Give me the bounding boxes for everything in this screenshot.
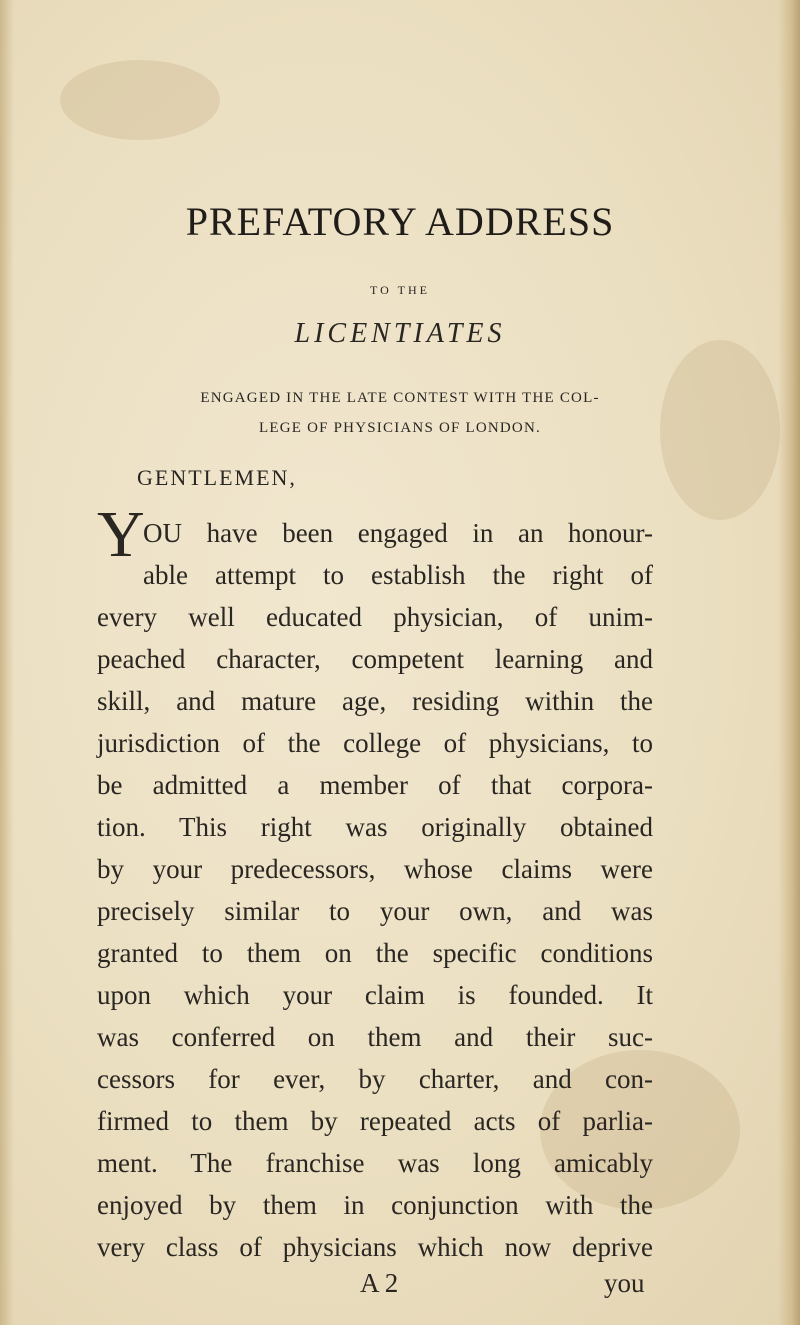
body-line: skill, and mature age, residing within the bbox=[97, 686, 653, 716]
body-line: tion. This right was originally obtained bbox=[97, 812, 653, 842]
signature-mark: A 2 bbox=[360, 1268, 399, 1298]
subtitle-line: LEGE OF PHYSICIANS OF LONDON. bbox=[259, 420, 541, 436]
catchword: you bbox=[604, 1268, 645, 1298]
body-line: OU have been engaged in an honour- bbox=[143, 518, 653, 548]
body-line: upon which your claim is founded. It bbox=[97, 980, 653, 1010]
subtitle bbox=[150, 383, 650, 443]
subtitle-line: ENGAGED IN THE LATE CONTEST WITH THE COL- bbox=[200, 390, 600, 406]
body-line: very class of physicians which now deprive bbox=[97, 1232, 653, 1262]
page-title: PREFATORY ADDRESS bbox=[185, 199, 615, 244]
body-line: was conferred on them and their suc- bbox=[97, 1022, 653, 1052]
addressee-heading: LICENTIATES bbox=[294, 318, 506, 349]
body-line: every well educated physician, of unim- bbox=[97, 602, 653, 632]
paper-stain bbox=[60, 60, 220, 140]
body-line: jurisdiction of the college of physicians, to bbox=[97, 728, 653, 758]
body-line: precisely similar to your own, and was bbox=[97, 896, 653, 926]
salutation: GENTLEMEN, bbox=[137, 465, 297, 490]
body-line: be admitted a member of that corpora- bbox=[97, 770, 653, 800]
paper-stain bbox=[660, 340, 780, 520]
body-line: ment. The franchise was long amicably bbox=[97, 1148, 653, 1178]
body-line: enjoyed by them in conjunction with the bbox=[97, 1190, 653, 1220]
drop-cap: Y bbox=[97, 498, 145, 571]
body-line: firmed to them by repeated acts of parlia- bbox=[97, 1106, 653, 1136]
body-line: peached character, competent learning and bbox=[97, 644, 653, 674]
body-line: granted to them on the specific conditions bbox=[97, 938, 653, 968]
body-line: cessors for ever, by charter, and con- bbox=[97, 1064, 653, 1094]
body-line: by your predecessors, whose claims were bbox=[97, 854, 653, 884]
body-line: able attempt to establish the right of bbox=[143, 560, 653, 590]
title-connector: TO THE bbox=[370, 283, 430, 297]
